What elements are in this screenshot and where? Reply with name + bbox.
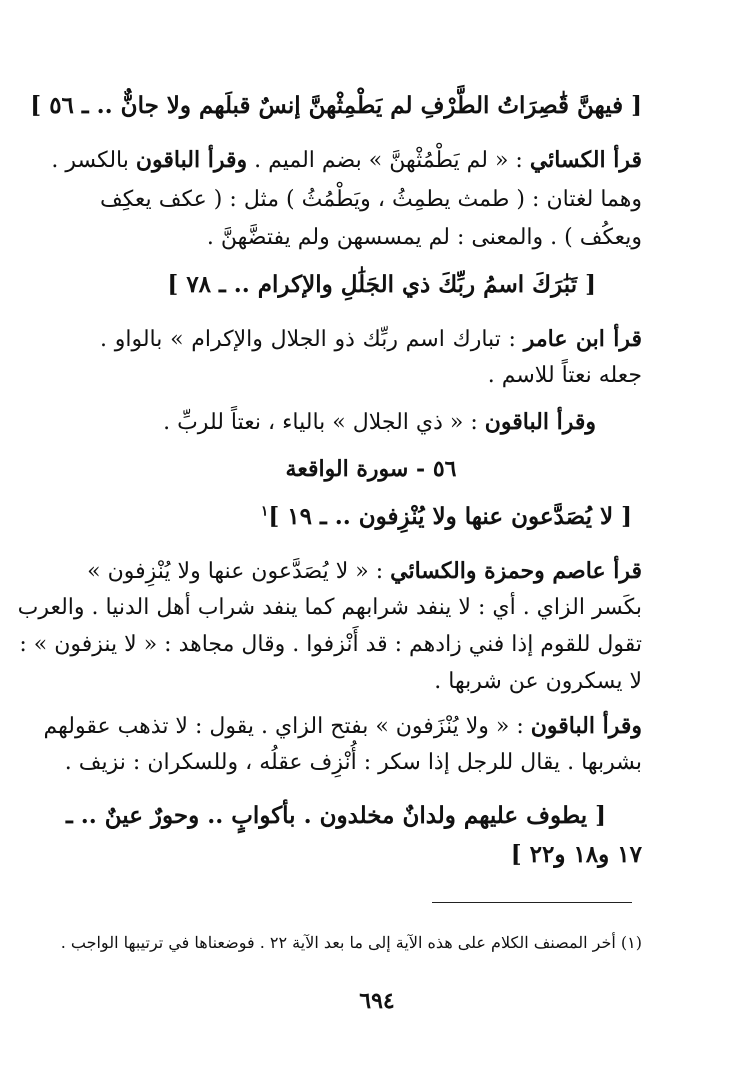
- text-line: [100, 183, 642, 217]
- reading-text: جعله نعتاً للاسم .: [487, 363, 642, 388]
- text-line: [100, 359, 642, 393]
- verse-text: [ فيهنَّ قَٰصِرَاتُ الطَّرْفِ لم يَطْمِثْهنَّ إنسٌ قبلَهم ولا جانٌّ .. ـ ٥٦ ]: [30, 92, 642, 119]
- page-number-text: ٦٩٤: [359, 988, 395, 1014]
- verse-header-19: [100, 500, 632, 534]
- reading-text: تقول للقوم إذا فني زادهم : قد أَنْزفوا . وقال مجاهد : « لا ينزفون » :: [19, 632, 642, 657]
- reader-name: قرأ الكسائي: [529, 147, 642, 173]
- reading-text: بالكسر .: [51, 148, 129, 173]
- verse-header-78: [100, 268, 596, 302]
- footnote-divider: [432, 902, 632, 903]
- surah-title: ٥٦ - سورة الواقعة: [285, 456, 457, 482]
- verse-text: [ تَبَٰرَكَ اسمُ ربِّكَ ذي الجَلَٰلِ والإكرام .. ـ ٧٨ ]: [167, 271, 596, 298]
- reading-text: لا يسكرون عن شربها .: [434, 669, 642, 694]
- reading-text: : تبارك اسم ربِّك ذو الجلال والإكرام » بالواو .: [100, 327, 516, 352]
- footnote-text: (١) أخر المصنف الكلام على هذه الآية إلى ما بعد الآية ٢٢ . فوضعناها في ترتيبها الواجب .: [60, 933, 642, 952]
- text-line: [100, 322, 642, 356]
- verse-text: [ لا يُصَدَّعون عنها ولا يُنْزِفون .. ـ ١٩ ]: [268, 503, 632, 530]
- reading-text: : « ولا يُنْزَفون » بفتح الزاي . يقول : لا تذهب عقولهم: [43, 714, 524, 739]
- verse-header-17-18-22: [65, 799, 606, 833]
- verse-header-continued: [100, 838, 642, 872]
- verse-numbers: ١٧ و١٨ و٢٢ ]: [510, 841, 642, 868]
- reading-text: : « ذي الجلال » بالياء ، نعتاً للربِّ .: [163, 410, 478, 435]
- reading-text: بكَسر الزاي . أي : لا ينفد شرابهم كما ينفد شراب أهل الدنيا . والعرب: [17, 595, 642, 620]
- reader-name: وقرأ الباقون: [484, 409, 596, 435]
- reading-text: بشربها . يقال للرجل إذا سكر : أُنْزِف عقلُه ، وللسكران : نزيف .: [64, 750, 642, 775]
- text-line: [100, 221, 642, 255]
- text-line: [17, 591, 642, 625]
- reader-name: قرأ عاصم وحمزة والكسائي: [390, 558, 642, 584]
- reader-name: وقرأ الباقون: [135, 147, 248, 173]
- text-line: [64, 746, 642, 780]
- footnote: [60, 930, 642, 956]
- text-line: [51, 143, 642, 177]
- verse-header-56: [30, 89, 642, 123]
- footnote-marker: ١: [260, 503, 269, 520]
- verse-text: [ يطوف عليهم ولدانٌ مخلدون . بأكوابٍ .. وحورٌ عينٌ .. ـ: [65, 802, 606, 829]
- text-line: [100, 405, 596, 439]
- text-line: [43, 709, 642, 743]
- text-line: [87, 554, 642, 588]
- text-line: [100, 665, 642, 699]
- reader-name: وقرأ الباقون: [530, 713, 642, 739]
- reader-name: قرأ ابن عامر: [523, 326, 643, 352]
- reading-text: : « لم يَطْمُثْهنَّ » بضم الميم .: [254, 148, 523, 173]
- text-line: [19, 628, 642, 662]
- reading-text: وهما لغتان : ( طمث يطمِثُ ، ويَطْمُثُ ) مثل : ( عكف يعكِف: [100, 187, 642, 212]
- page-number: [0, 986, 754, 1016]
- reading-text: ويعكُف ) . والمعنى : لم يمسسهن ولم يفتضَّهنَّ .: [206, 225, 642, 250]
- surah-heading: [100, 452, 642, 486]
- reading-text: : « لا يُصَدَّعون عنها ولا يُنْزِفون »: [87, 559, 384, 584]
